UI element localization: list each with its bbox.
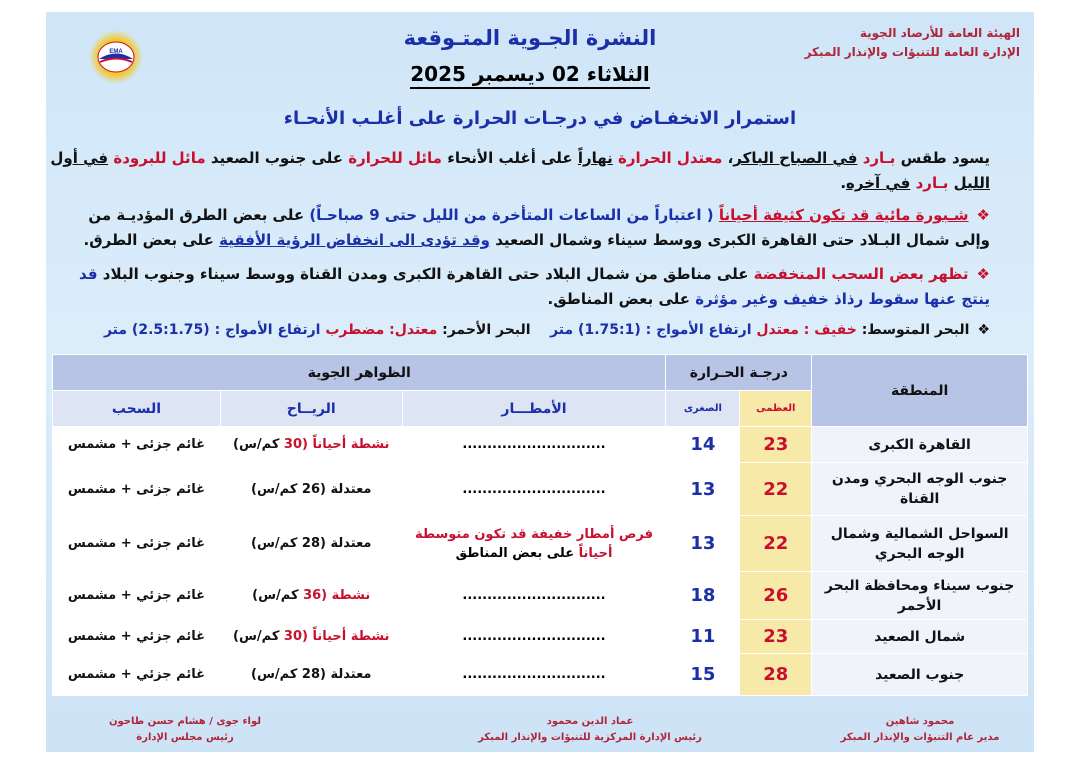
table-row xyxy=(53,463,1028,516)
summary-daytime: نهاراً xyxy=(577,149,613,167)
table-row xyxy=(53,620,1028,654)
wind-speed: معتدلة (28 كم/س) xyxy=(251,536,372,551)
summary-early-morning: في الصباح الباكر xyxy=(733,149,858,167)
clouds-bullet xyxy=(50,262,990,312)
drizzle-note: قد ينتج عنها سقوط رذاذ خفيف وغير مؤثرة xyxy=(79,265,990,308)
summary-cold: بـارد xyxy=(862,149,896,167)
summary-text: على أغلب الأنحاء xyxy=(441,149,578,167)
signature-role: رئيس مجلس الإدارة xyxy=(136,732,234,743)
table-row xyxy=(53,427,1028,463)
wind-active: نشطة (36 xyxy=(303,588,371,603)
table-row xyxy=(53,516,1028,572)
wind-cell xyxy=(220,427,402,463)
forecast-table xyxy=(52,354,1028,696)
max-temp-cell: 22 xyxy=(740,516,812,572)
region-cell: جنوب الوجه البحري ومدن القناة xyxy=(812,463,1028,516)
cloud-cell: غائم جزئى + مشمس xyxy=(53,516,221,572)
rain-cell xyxy=(402,516,666,572)
wind-active: نشطة أحياناً (30 xyxy=(283,629,390,644)
summary-text: ، xyxy=(722,149,734,167)
rain-areas: على بعض المناطق xyxy=(455,545,579,561)
summary-late-night: في آخره xyxy=(846,174,911,192)
max-temp-cell: 22 xyxy=(740,463,812,516)
wind-cell xyxy=(220,463,402,516)
min-temp-cell: 11 xyxy=(666,620,740,654)
phenomena-header: الظواهر الجوية xyxy=(53,355,666,391)
diamond-bullet-icon: ❖ xyxy=(977,322,990,338)
rain-cell: ............................. xyxy=(402,572,666,620)
date-text: الثلاثاء 02 ديسمبر 2025 xyxy=(410,62,650,89)
fog-areas: على بعض الطرق المؤديـة من وإلى شمال البـلاد حتى القاهرة الكبرى ووسط سيناء وشمال الصعيد xyxy=(88,206,990,249)
table-row xyxy=(53,572,1028,620)
wind-cell xyxy=(220,572,402,620)
signature-block xyxy=(95,714,275,746)
bulletin-title: النشرة الجـوية المتـوقعة xyxy=(403,26,657,50)
fog-roads: على بعض الطرق. xyxy=(83,231,220,249)
min-temp-cell: 18 xyxy=(666,572,740,620)
rain-cell: ............................. xyxy=(402,620,666,654)
rain-cell: ............................. xyxy=(402,427,666,463)
region-cell: جنوب الصعيد xyxy=(812,654,1028,696)
min-temp-cell: 13 xyxy=(666,463,740,516)
diamond-bullet-icon: ❖ xyxy=(976,206,990,224)
cloud-cell: غائم جزئي + مشمس xyxy=(53,654,221,696)
cloud-cell: غائم جزئي + مشمس xyxy=(53,620,221,654)
red-sea-label: البحر الأحمر: xyxy=(437,322,531,338)
headline: استمرار الانخفـاض في درجـات الحرارة على أغلـب الأنحـاء xyxy=(283,108,797,129)
summary-text: على جنوب الصعيد xyxy=(205,149,349,167)
rain-cell: ............................. xyxy=(402,463,666,516)
min-temp-cell: 13 xyxy=(666,516,740,572)
sea-state xyxy=(50,322,990,338)
fog-time: ( اعتباراً من الساعات المتأخرة من الليل حتى 9 صباحـاً) xyxy=(304,206,719,224)
table-row xyxy=(53,654,1028,696)
cloud-cell: غائم جزئى + مشمس xyxy=(53,463,221,516)
temperature-header: درجـة الحـرارة xyxy=(666,355,812,391)
min-temp-header: الصغرى xyxy=(666,391,740,427)
max-temp-cell: 23 xyxy=(740,620,812,654)
region-cell: شمال الصعيد xyxy=(812,620,1028,654)
summary-cold: بـارد xyxy=(915,174,949,192)
cloud-header: السحب xyxy=(53,391,221,427)
max-temp-header: العظمى xyxy=(740,391,812,427)
min-temp-cell: 15 xyxy=(666,654,740,696)
signature-name: لواء جوى / هشام حسن طاحون xyxy=(108,716,262,727)
ema-logo-icon xyxy=(83,30,149,84)
clouds-warning: تظهر بعض السحب المنخفضة xyxy=(753,265,969,283)
med-sea-label: البحر المتوسط: xyxy=(856,322,970,338)
max-temp-cell: 26 xyxy=(740,572,812,620)
wind-cell xyxy=(220,516,402,572)
max-temp-cell: 28 xyxy=(740,654,812,696)
red-sea-value2: مضطرب xyxy=(325,322,385,338)
bulletin-date xyxy=(330,62,730,86)
summary-early-night: في أول الليل xyxy=(50,149,990,192)
cloud-cell: غائم جزئي + مشمس xyxy=(53,572,221,620)
cloud-cell: غائم جزئى + مشمس xyxy=(53,427,221,463)
summary-cool: مائل للبرودة xyxy=(113,149,206,167)
wind-active: نشطة أحياناً (30 xyxy=(283,437,390,452)
rain-chance: فرص أمطار خفيفة قد تكون متوسطة أحياناً xyxy=(414,526,654,561)
med-sea-value: خفيف : معتدل xyxy=(756,322,857,338)
agency-name: الهيئة العامة للأرصاد الجوية xyxy=(859,26,1020,40)
wind-speed: معتدلة (26 كم/س) xyxy=(251,481,372,497)
signature-name: عماد الدين محمود xyxy=(546,716,634,727)
fog-bullet xyxy=(50,203,990,253)
rain-header: الأمطـــار xyxy=(402,391,666,427)
summary-warm: مائل للحرارة xyxy=(348,149,442,167)
wind-speed: كم/س) xyxy=(233,437,284,452)
wind-speed: كم/س) xyxy=(252,588,304,603)
wind-cell xyxy=(220,654,402,696)
agency-header xyxy=(805,24,1020,62)
max-temp-cell: 23 xyxy=(740,427,812,463)
summary-text: . xyxy=(840,174,847,192)
clouds-areas: على مناطق من شمال البلاد حتى القاهرة الكبرى ومدن القناة ووسط سيناء وجنوب البلاد xyxy=(97,265,754,283)
min-temp-cell: 14 xyxy=(666,427,740,463)
signature-block xyxy=(440,714,740,746)
fog-warning: شـبورة مائية قد تكون كثيفة أحياناً xyxy=(718,206,969,224)
wind-cell xyxy=(220,620,402,654)
red-sea-waves: ارتفاع الأمواج : (2.5:1.75) متر xyxy=(103,322,326,338)
wind-header: الريــاح xyxy=(220,391,402,427)
fog-visibility: وقد تؤدى الى انخفاض الرؤية الأفقية xyxy=(219,231,490,249)
summary-text: يسود طقس xyxy=(895,149,990,167)
region-cell: جنوب سيناء ومحافظة البحر الأحمر xyxy=(812,572,1028,620)
summary-mild: معتدل الحرارة xyxy=(618,149,723,167)
red-sea-value: معتدل: xyxy=(384,322,438,338)
signature-role: مدير عام التنبؤات والإنذار المبكر xyxy=(840,732,1000,743)
weather-summary xyxy=(50,146,990,196)
signature-name: محمود شاهين xyxy=(885,716,955,727)
clouds-tail: على بعض المناطق. xyxy=(547,290,696,308)
med-sea-waves: ارتفاع الأمواج : (1.75:1) متر xyxy=(550,322,757,338)
wind-speed: كم/س) xyxy=(233,629,284,644)
diamond-bullet-icon: ❖ xyxy=(976,265,990,283)
wind-speed: معتدلة (28 كم/س) xyxy=(251,667,372,682)
signature-role: رئيس الإدارة المركزية للتنبؤات والإنذار المبكر xyxy=(478,732,702,743)
signature-block xyxy=(820,714,1020,746)
department-name: الإدارة العامة للتنبؤات والإنذار المبكر xyxy=(804,45,1020,59)
region-cell: القاهرة الكبرى xyxy=(812,427,1028,463)
logo-text: EMA xyxy=(109,49,123,55)
region-cell: السواحل الشمالية وشمال الوجه البحري xyxy=(812,516,1028,572)
region-header: المنطقة xyxy=(812,355,1028,427)
rain-cell: ............................. xyxy=(402,654,666,696)
